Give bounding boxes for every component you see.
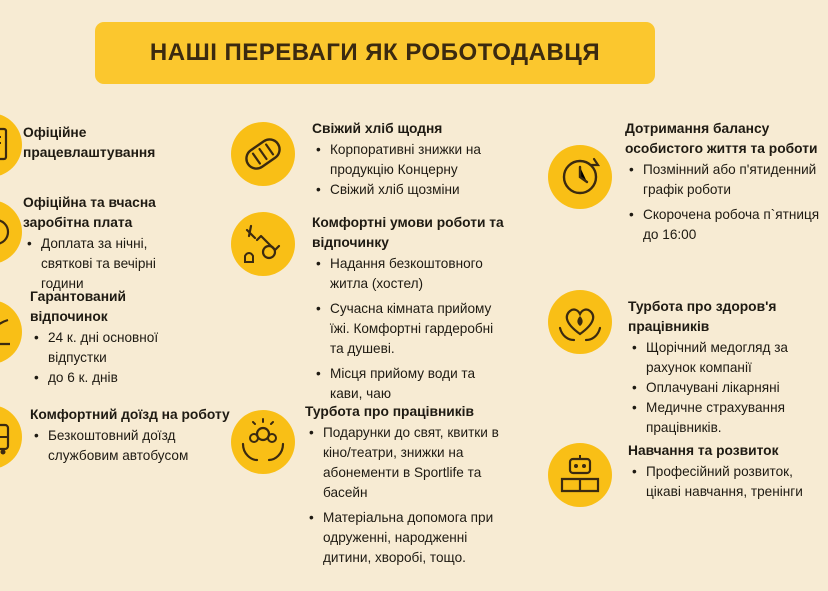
list-item: • Місця прийому води та кави, чаю	[312, 364, 507, 404]
list-item: • Корпоративні знижки на продукцію Концерну	[312, 140, 502, 180]
benefit-title: Турбота про працівників	[305, 404, 474, 419]
fitness-icon	[231, 212, 295, 276]
benefit-title: Дотримання балансу особистого життя та роботи	[625, 121, 818, 156]
benefit-balance	[625, 119, 825, 245]
bus-icon	[0, 405, 22, 469]
benefit-official-employment	[23, 123, 183, 163]
benefit-title: Комфортні умови роботи та відпочинку	[312, 215, 504, 250]
benefit-title: Офіційне працевлаштування	[23, 125, 156, 160]
list-item: • 24 к. дні основної відпустки	[30, 328, 190, 368]
header-banner	[95, 22, 655, 84]
health-heart-icon	[548, 290, 612, 354]
benefit-bread	[312, 119, 502, 200]
benefit-title: Офіційна та вчасна заробітна плата	[23, 195, 156, 230]
clock-icon	[548, 145, 612, 209]
benefit-list	[628, 462, 828, 502]
benefit-title: Комфортний доїзд на роботу	[30, 407, 230, 422]
benefit-transport	[30, 405, 240, 466]
salary-icon	[0, 200, 22, 264]
benefit-list	[312, 140, 502, 200]
list-item: • Скорочена робоча п`ятниця до 16:00	[625, 205, 825, 245]
benefit-salary	[23, 193, 195, 294]
benefit-list	[23, 234, 195, 294]
list-item: • Сучасна кімната прийому їжі. Комфортні гардеробні та душеві.	[312, 299, 507, 359]
list-item: • Подарунки до свят, квитки в кіно/театри, знижки на абонементи в Sportlife та басейн	[305, 423, 500, 503]
benefit-list	[30, 426, 240, 466]
benefit-list	[30, 328, 190, 388]
benefit-title: Навчання та розвиток	[628, 443, 779, 458]
benefit-education	[628, 441, 828, 502]
benefit-list	[312, 254, 507, 404]
benefit-list	[305, 423, 500, 568]
benefit-list	[628, 338, 828, 438]
benefit-list	[625, 160, 825, 245]
list-item: • до 6 к. днів	[30, 368, 190, 388]
list-item: • Надання безкоштовного житла (хостел)	[312, 254, 507, 294]
list-item: • Матеріальна допомога при одруженні, народженні дитини, хворобі, тощо.	[305, 508, 500, 568]
benefit-title: Свіжий хліб щодня	[312, 121, 443, 136]
vacation-icon	[0, 300, 22, 364]
list-item: • Оплачувані лікарняні	[628, 378, 828, 398]
care-hands-icon	[231, 410, 295, 474]
benefit-conditions	[312, 213, 507, 404]
list-item: • Свіжий хліб щозміни	[312, 180, 502, 200]
benefit-title: Турбота про здоров'я працівників	[628, 299, 777, 334]
contract-icon	[0, 113, 22, 177]
page-title: НАШІ ПЕРЕВАГИ ЯК РОБОТОДАВЦЯ	[149, 39, 601, 66]
benefit-care	[305, 402, 500, 568]
list-item: • Позмінний або п'ятиденний графік роботи	[625, 160, 825, 200]
bread-icon	[231, 122, 295, 186]
benefit-health	[628, 297, 828, 438]
benefit-vacation	[30, 287, 190, 388]
list-item: • Безкоштовний доїзд службовим автобусом	[30, 426, 240, 466]
benefit-title: Гарантований відпочинок	[30, 289, 127, 324]
list-item: • Щорічний медогляд за рахунок компанії	[628, 338, 828, 378]
robot-book-icon	[548, 443, 612, 507]
list-item: • Професійний розвиток, цікаві навчання, тренінги	[628, 462, 828, 502]
list-item: • Доплата за нічні, святкові та вечірні години	[23, 234, 195, 294]
list-item: • Медичне страхування працівників.	[628, 398, 828, 438]
